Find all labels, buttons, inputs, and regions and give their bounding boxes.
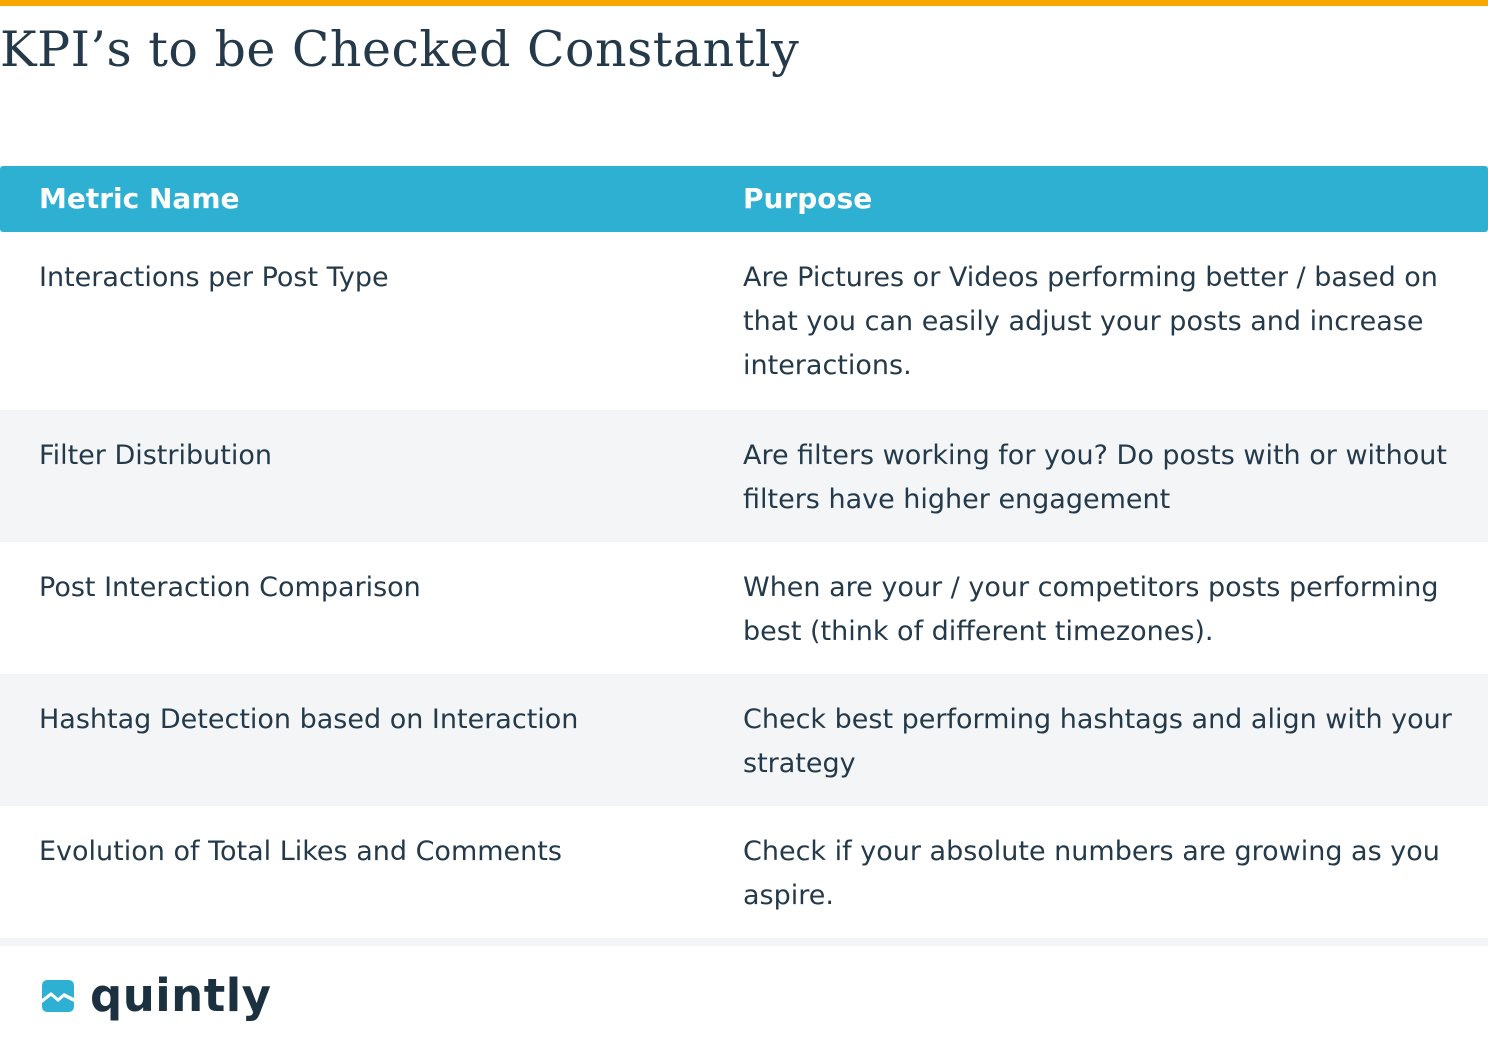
header-metric-name: Metric Name [39,182,240,215]
purpose-cell: Check best performing hashtags and align with your strategy [743,704,1452,779]
purpose-cell: When are your / your competitors posts performing best (think of different timezones). [743,572,1439,647]
purpose-cell: Check if your absolute numbers are growing as you aspire. [743,836,1440,911]
purpose-cell: Are Pictures or Videos performing better / based on that you can easily adjust your posts and increase interactions. [743,262,1438,381]
table-row [0,674,1488,806]
table-row [0,232,1488,410]
top-accent-bar [0,0,1488,6]
table-header [0,166,1488,232]
metric-cell: Evolution of Total Likes and Comments [39,836,562,867]
table-row [0,410,1488,542]
brand-name: quintly [90,969,272,1022]
purpose-cell: Are filters working for you? Do posts with or without filters have higher engagement [743,440,1447,515]
metric-cell: Interactions per Post Type [39,262,389,293]
quintly-logo-icon [38,976,78,1016]
page-title: KPI’s to be Checked Constantly [0,21,800,78]
metric-cell: Filter Distribution [39,440,272,471]
header-purpose: Purpose [743,182,873,215]
metric-cell: Post Interaction Comparison [39,572,421,603]
table-row [0,806,1488,938]
table-bottom-divider [0,938,1488,946]
kpi-table [0,166,1488,938]
metric-cell: Hashtag Detection based on Interaction [39,704,579,735]
quintly-logo [38,968,271,1024]
table-row [0,542,1488,674]
